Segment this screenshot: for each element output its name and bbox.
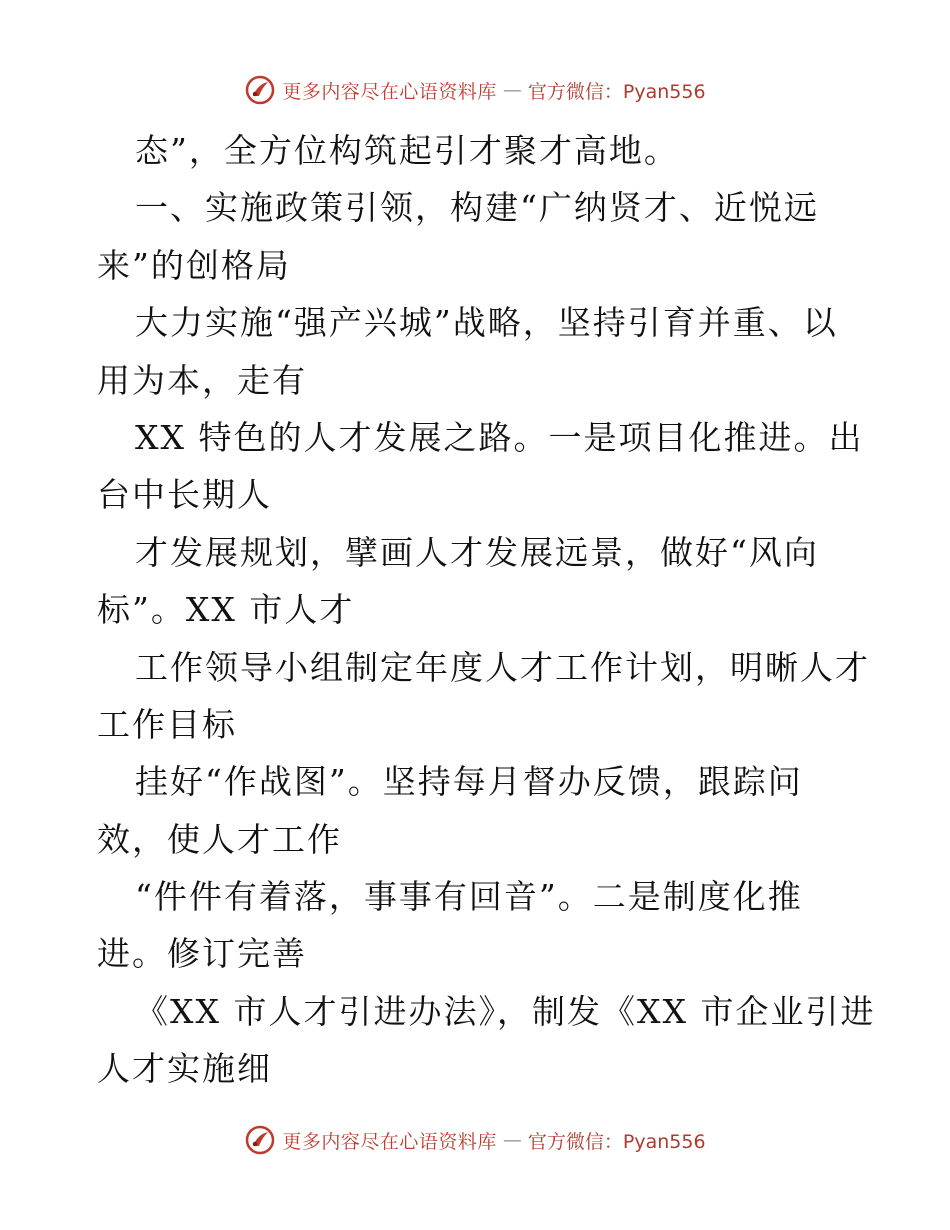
header-watermark: [0, 70, 950, 110]
body-text-line: 挂好“作战图”。坚持每月督办反馈，跟踪问: [135, 762, 803, 802]
body-text-line: 才发展规划，擘画人才发展远景，做好“风向: [135, 532, 819, 572]
footer-watermark: [0, 1120, 950, 1160]
watermark-separator: —: [502, 1129, 522, 1151]
body-text-line: 《XX 市人才引进办法》，制发《XX 市企业引进: [135, 991, 876, 1031]
body-text-line: 台中长期人: [97, 475, 272, 515]
watermark-separator: —: [502, 79, 522, 101]
body-text-line: “件件有着落，事事有回音”。二是制度化推: [135, 877, 803, 917]
watermark-main-text: 更多内容尽在心语资料库: [282, 80, 497, 103]
body-text-line: XX 特色的人才发展之路。一是项目化推进。出: [135, 417, 864, 457]
watermark-wechat-text: 官方微信：Pyan556: [527, 80, 706, 103]
body-text-line: 进。修订完善: [97, 934, 307, 974]
body-text-line: 标”。XX 市人才: [97, 590, 355, 630]
brush-seal-icon: [244, 74, 276, 106]
body-text-line: 工作领导小组制定年度人才工作计划，明晰人才: [135, 647, 870, 687]
document-body: [97, 122, 897, 1098]
body-text-line: 人才实施细: [97, 1049, 272, 1089]
watermark-main-text: 更多内容尽在心语资料库: [282, 1130, 497, 1153]
body-text-line: 效，使人才工作: [97, 819, 342, 859]
body-text-line: 一、实施政策引领，构建“广纳贤才、近悦远: [135, 188, 819, 228]
body-text-line: 大力实施“强产兴城”战略，坚持引育并重、以: [135, 303, 838, 343]
body-text-line: 态”，全方位构筑起引才聚才高地。: [135, 131, 679, 170]
brush-seal-icon: [244, 1124, 276, 1156]
body-text-line: 工作目标: [97, 704, 237, 744]
body-text-line: 来”的创格局: [97, 245, 291, 285]
watermark-wechat-text: 官方微信：Pyan556: [527, 1130, 706, 1153]
body-text-line: 用为本，走有: [97, 360, 307, 400]
